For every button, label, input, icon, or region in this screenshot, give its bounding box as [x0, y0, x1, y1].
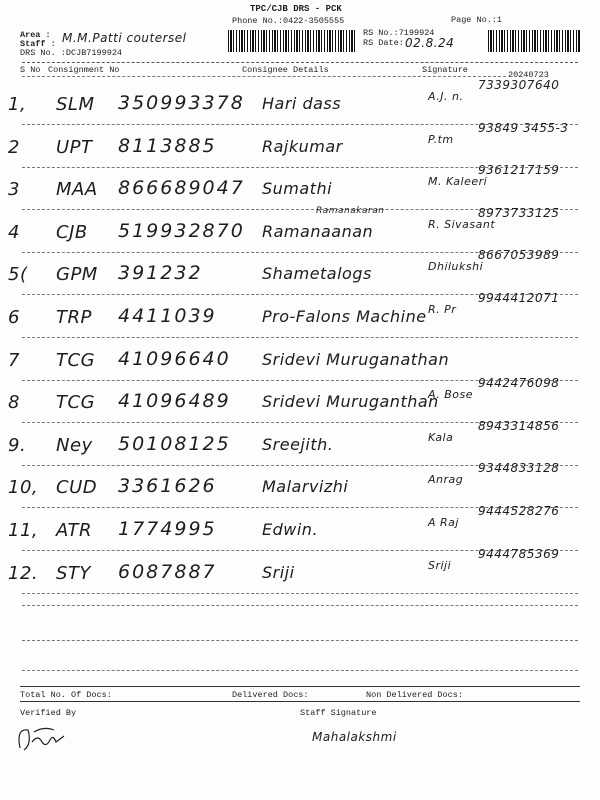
- row-sno: 8: [8, 392, 20, 414]
- row-phone: 8973733125: [478, 205, 560, 220]
- col-date: 20240723: [508, 70, 549, 80]
- verifier-signature: [14, 718, 74, 758]
- row-phone: 7339307640: [478, 78, 560, 92]
- area-label: Area :: [20, 30, 51, 40]
- row-phone: 8667053989: [478, 248, 560, 263]
- drs-number: DRS No. :DCJB7199924: [20, 48, 123, 58]
- rs-date-handwritten: 02.8.24: [405, 36, 455, 50]
- header-divider: [22, 62, 578, 63]
- row-signature: R. Sivasant: [428, 217, 496, 231]
- row-branch-code: UPT: [56, 136, 93, 158]
- table-row: [0, 546, 600, 599]
- row-signature: P.tm: [428, 132, 454, 146]
- page-number: Page No.:1: [451, 15, 503, 25]
- row-signature: A.J. n.: [428, 90, 464, 103]
- phone-number: Phone No.:0422-3505555: [232, 16, 345, 26]
- row-branch-code: STY: [56, 562, 91, 584]
- row-signature: Anrag: [428, 473, 464, 487]
- row-consignee-name: Rajkumar: [262, 136, 343, 156]
- row-consignee-name: Hari dass: [262, 94, 342, 113]
- row-consignment-number: 8113885: [118, 134, 217, 157]
- row-consignment-number: 391232: [118, 262, 203, 285]
- row-phone: 9944412071: [478, 291, 560, 305]
- row-branch-code: Ney: [56, 434, 93, 456]
- row-signature: Kala: [428, 430, 454, 444]
- row-consignment-number: 50108125: [118, 432, 231, 455]
- row-sno: 10,: [8, 477, 39, 499]
- row-consignment-number: 4411039: [118, 305, 217, 327]
- row-sno: 6: [8, 307, 20, 328]
- row-branch-code: CUD: [56, 477, 98, 499]
- rs-number: RS No.:7199924: [363, 28, 435, 38]
- row-branch-code: TCG: [56, 349, 96, 371]
- row-branch-code: MAA: [56, 179, 98, 201]
- staff-signature-label: Staff Signature: [300, 708, 377, 718]
- row-phone: 9442476098: [478, 376, 560, 391]
- row-consignment-number: 41096640: [118, 347, 231, 370]
- row-consignment-number: 519932870: [118, 219, 245, 242]
- row-consignee-name: Edwin.: [262, 520, 319, 539]
- row-consignee-name: Sridevi Muruganthan: [262, 392, 439, 412]
- row-branch-code: ATR: [56, 520, 93, 541]
- row-phone: 8943314856: [478, 418, 560, 433]
- row-sno: 2: [8, 136, 20, 158]
- row-phone: 93849 3455-3: [478, 120, 569, 135]
- row-sno: 11,: [8, 520, 39, 541]
- row-phone: 9444528276: [478, 504, 560, 518]
- staff-label: Staff :: [20, 39, 56, 49]
- footer-top-rule: [20, 686, 580, 687]
- col-consignee: Consignee Details: [242, 65, 329, 75]
- row-consignment-number: 350993378: [118, 92, 245, 114]
- row-consignee-name: Shametalogs: [262, 264, 372, 284]
- row-consignment-number: 3361626: [118, 475, 217, 498]
- rs-date-label: RS Date:: [363, 38, 404, 48]
- row-branch-code: CJB: [56, 221, 88, 243]
- row-consignee-name: Ramanaanan: [262, 221, 374, 241]
- row-divider: [22, 337, 578, 338]
- footer-bottom-rule: [20, 701, 580, 702]
- row-phone: 9344833128: [478, 461, 560, 476]
- blank-line: [22, 640, 578, 641]
- row-signature: A Raj: [428, 516, 459, 529]
- row-phone: 9361217159: [478, 163, 560, 178]
- column-divider: [22, 76, 506, 77]
- staff-signature-handwritten: Mahalakshmi: [312, 730, 397, 744]
- row-consignment-number: 866689047: [118, 177, 245, 200]
- staff-name-handwritten: M.M.Patti coutersel: [62, 31, 187, 45]
- row-consignee-name: Sumathi: [262, 179, 333, 199]
- row-branch-code: TCG: [56, 392, 96, 414]
- row-sno: 12.: [8, 562, 39, 584]
- row-consignee-name: Pro-Falons Machine: [262, 307, 427, 326]
- col-signature: Signature: [422, 65, 468, 75]
- delivered-docs-label: Delivered Docs:: [232, 690, 309, 700]
- row-signature: R. Pr: [428, 303, 457, 316]
- row-sno: 3: [8, 179, 20, 201]
- row-consignee-name: Sriji: [262, 562, 295, 582]
- row-divider: [22, 593, 578, 594]
- row-alt-consignee-name: Ramanakaran: [316, 205, 385, 216]
- sheet-title: TPC/CJB DRS - PCK: [250, 4, 342, 14]
- row-sno: 9.: [8, 434, 27, 456]
- row-signature: Dhilukshi: [428, 260, 484, 274]
- row-consignment-number: 41096489: [118, 390, 231, 413]
- row-signature: A. Bose: [428, 388, 473, 402]
- row-signature: Sriji: [428, 558, 452, 572]
- row-sno: 7: [8, 349, 20, 371]
- row-consignee-name: Malarvizhi: [262, 477, 349, 497]
- row-consignment-number: 6087887: [118, 560, 217, 583]
- row-consignee-name: Sridevi Muruganathan: [262, 349, 450, 369]
- row-branch-code: TRP: [56, 307, 92, 328]
- total-docs-label: Total No. Of Docs:: [20, 690, 112, 700]
- col-sno: S No: [20, 65, 41, 75]
- verified-by-label: Verified By: [20, 708, 77, 718]
- rs-barcode: [488, 30, 580, 52]
- row-phone: 9444785369: [478, 546, 560, 561]
- row-branch-code: GPM: [56, 264, 98, 286]
- non-delivered-docs-label: Non Delivered Docs:: [366, 690, 463, 700]
- row-branch-code: SLM: [56, 94, 95, 115]
- blank-line: [22, 605, 578, 606]
- row-signature: M. Kaleeri: [428, 175, 488, 189]
- row-consignment-number: 1774995: [118, 518, 217, 540]
- col-consignment: Consignment No: [48, 65, 120, 75]
- row-sno: 5(: [8, 264, 28, 286]
- drs-barcode: [228, 30, 356, 52]
- row-sno: 4: [8, 221, 20, 243]
- row-consignee-name: Sreejith.: [262, 434, 334, 454]
- table-row: [0, 291, 600, 343]
- blank-line: [22, 670, 578, 671]
- row-sno: 1,: [8, 94, 27, 115]
